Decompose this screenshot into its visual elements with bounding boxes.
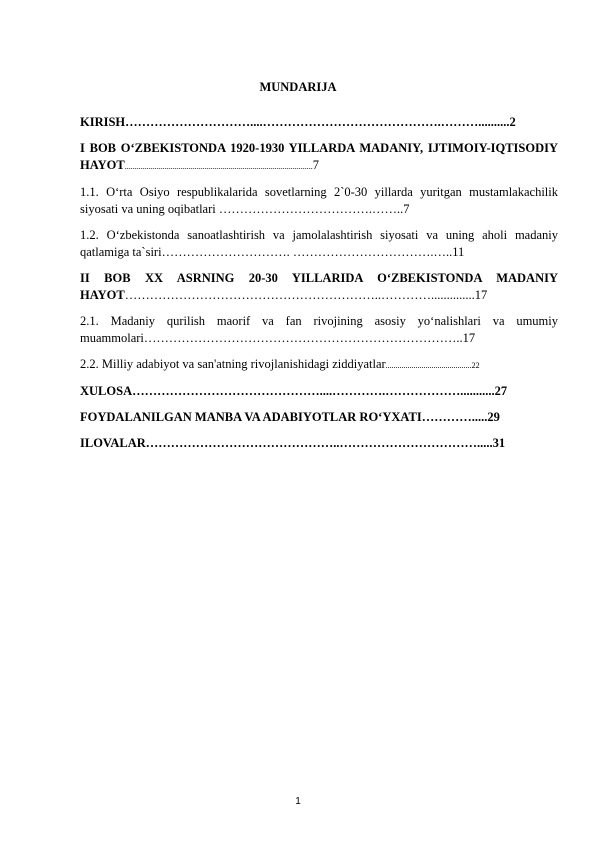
toc-entry-label: II BOB XX ASRNING 20-30 YILLARIDA O‘ZBEKISTONDA MADANIY HAYOT — [80, 271, 558, 302]
toc-entry-section-2-1[interactable]: 2.1. Madaniy qurilish maorif va fan rivojining asosiy yo‘nalishlari va umumiy muammolari…………………………………………………………………..17 — [80, 314, 558, 345]
toc-entry-section-1-1[interactable]: 1.1. O‘rta Osiyo respublikalarida sovetlarning 2`0-30 yillarda yuritgan mustamlakachilik siyosati va uning oqibatlari ……………………………….……..7 — [80, 185, 558, 216]
toc-entry-leader: .............................................................................................. — [124, 162, 313, 171]
toc-entry-leader: ........................................... — [385, 361, 472, 370]
toc-entry-page: 7 — [312, 158, 319, 172]
toc-entry-chapter-1[interactable] — [80, 140, 558, 175]
page-number: 1 — [295, 796, 301, 807]
toc-entry-leader: ……………………………………………………..………….............. — [124, 288, 475, 302]
toc-entry-page: 17 — [474, 288, 488, 302]
toc-entry-page: 22 — [471, 361, 480, 370]
toc-entry-section-1-2[interactable]: 1.2. O‘zbekistonda sanoatlashtirish va jamolalashtirish siyosati va uning aholi madaniy qatlamiga ta`siri…………………………. …………………………….…..11 — [80, 228, 558, 259]
toc-entry-label: 2.2. Milliy adabiyot va san'atning rivojlanishidagi ziddiyatlar — [80, 357, 386, 371]
page-title: MUNDARIJA — [259, 80, 337, 94]
toc-entry-xulosa[interactable]: XULOSA………………………………………....………….………………...........27 — [80, 384, 508, 398]
toc-entry-label: I BOB O‘ZBEKISTONDA 1920-1930 YILLARDA MADANIY, IJTIMOIY-IQTISODIY HAYOT — [80, 141, 558, 172]
toc-entry-section-2-2[interactable] — [80, 356, 558, 374]
toc-entry-kirish[interactable]: KIRISH…………………………....…………………………………….………..........2 — [80, 115, 516, 129]
toc-entry-references[interactable]: FOYDALANILGAN MANBA VA ADABIYOTLAR RO‘YXATI………….....29 — [80, 410, 500, 424]
toc-entry-chapter-2[interactable] — [80, 270, 558, 304]
table-of-contents — [80, 114, 558, 461]
toc-entry-appendices[interactable]: ILOVALAR………………………………………..…………………………….....31 — [80, 436, 506, 450]
